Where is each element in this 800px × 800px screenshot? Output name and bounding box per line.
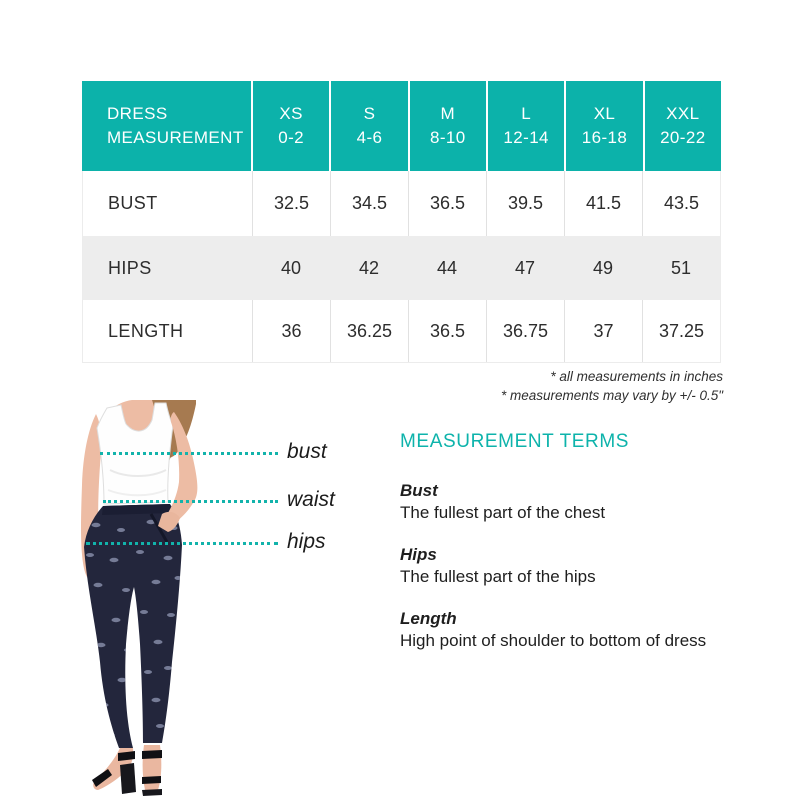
term-bust [400,480,780,523]
term-definition: The fullest part of the hips [400,566,596,586]
size-name: S [363,104,376,123]
bust-guide-line [100,452,278,455]
table-row-length [83,300,720,362]
table-header-row [82,81,721,171]
row-label: BUST [108,193,158,213]
waist-label: waist [287,488,335,511]
bust-label: bust [287,440,327,463]
cell-value: 40 [280,257,302,278]
row-label: LENGTH [108,320,184,341]
waist-guide-line [103,500,278,503]
cell-value: 44 [436,257,458,278]
term-name: Hips [400,545,437,564]
cell-value: 36.25 [330,300,408,362]
cell-value: 51 [670,257,692,278]
footnote-tolerance: * measurements may vary by +/- 0.5" [501,388,723,403]
header-cell-xxl [643,81,721,171]
size-name: XXL [666,104,700,123]
header-title-line1: DRESS [107,104,168,123]
size-name: XL [593,104,616,123]
footnote-units: * all measurements in inches [550,369,723,384]
size-range: 4-6 [356,128,383,147]
term-name: Length [400,609,457,628]
term-name: Bust [400,481,438,500]
hips-label: hips [287,530,326,553]
sandal-toe-strap-right [142,776,161,784]
hips-guide-line [86,542,278,545]
sandal-heel-left [120,763,136,794]
cell-value: 36 [252,300,330,362]
header-cell-dress-measurement [82,81,251,171]
header-title-line2: MEASUREMENT [107,128,244,147]
size-range: 8-10 [430,128,466,147]
cell-value: 36.75 [486,300,564,362]
cell-value: 41.5 [564,171,642,236]
header-cell-xs [251,81,329,171]
cell-value: 36.5 [408,171,486,236]
cell-value: 49 [592,257,614,278]
size-range: 0-2 [278,128,305,147]
cell-value: 36.5 [408,300,486,362]
sandal-ankle-strap-right [142,750,162,759]
cell-value: 34.5 [330,171,408,236]
sandal-sole-right [142,789,162,796]
table-body [82,171,721,363]
measurement-terms-section [400,431,780,672]
term-definition: High point of shoulder to bottom of dress [400,630,707,650]
table-row-bust [83,171,720,236]
size-name: XS [279,104,303,123]
size-range: 20-22 [660,128,706,147]
header-cell-l [486,81,564,171]
cell-value: 42 [358,257,380,278]
term-length [400,608,780,651]
cell-value: 32.5 [252,171,330,236]
cell-value: 37 [564,300,642,362]
terms-heading: MEASUREMENT TERMS [400,431,630,452]
table-row-hips [83,236,720,300]
row-label: HIPS [108,257,152,278]
cell-value: 47 [514,257,536,278]
size-name: L [521,104,532,123]
header-cell-m [408,81,486,171]
size-name: M [440,104,456,123]
size-range: 12-14 [503,128,549,147]
cell-value: 37.25 [642,300,720,362]
cell-value: 39.5 [486,171,564,236]
cell-value: 43.5 [642,171,720,236]
header-cell-s [329,81,407,171]
term-definition: The fullest part of the chest [400,502,606,522]
size-range: 16-18 [581,128,628,147]
header-cell-xl [564,81,642,171]
size-table [82,81,721,363]
term-hips [400,544,780,587]
